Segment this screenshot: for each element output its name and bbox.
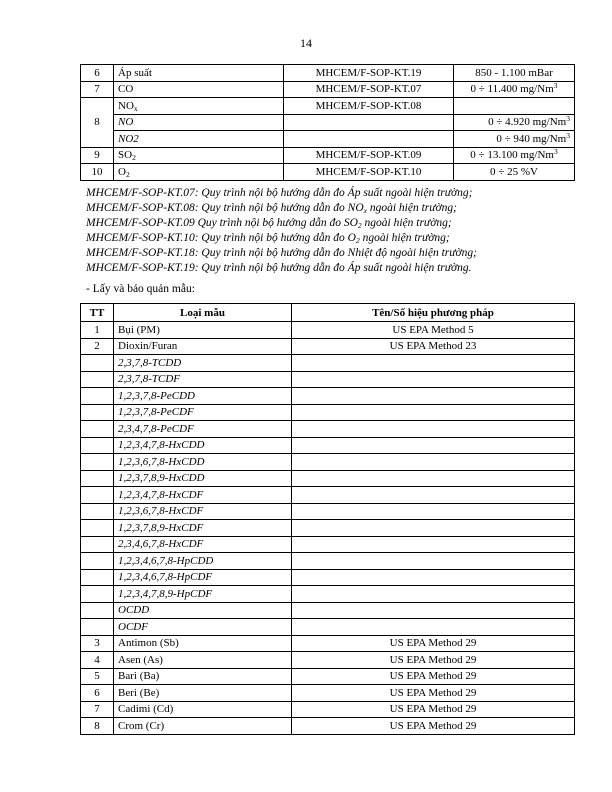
method-name: US EPA Method 23 [292,338,575,355]
measurement-parameters-table [80,64,575,181]
method-name: US EPA Method 29 [292,701,575,718]
sample-type: 1,2,3,7,8,9-HxCDD [114,470,292,487]
parameter-subscript: x [133,103,138,113]
table-row [81,701,575,718]
parameter-subscript: 2 [132,153,136,163]
sample-type: 1,2,3,6,7,8-HxCDF [114,503,292,520]
table-row [81,569,575,586]
row-number: 7 [81,701,114,718]
table-row [81,602,575,619]
sample-type: 2,3,7,8-TCDF [114,371,292,388]
method-notes [86,186,586,276]
sample-type: Asen (As) [114,652,292,669]
sample-type: Cadimi (Cd) [114,701,292,718]
note-text-end: ngoài hiện trường; [366,202,458,214]
table-row [81,164,575,181]
note-text: MHCEM/F-SOP-KT.09 Quy trình nội bộ hướng dẫn đo SO [86,217,358,229]
row-number: 9 [81,147,114,164]
row-number [81,569,114,586]
row-number [81,487,114,504]
parameter-base: O [118,165,126,178]
method-name: US EPA Method 29 [292,635,575,652]
note-text: MHCEM/F-SOP-KT.18: Quy trình nội bộ hướng dẫn đo Nhiệt độ ngoài hiện trường; [86,247,477,259]
row-number: 10 [81,164,114,181]
method-name [292,536,575,553]
row-number [81,371,114,388]
method-code [284,114,454,131]
parameter-name [114,164,284,181]
table-row [81,536,575,553]
range-superscript: 3 [553,147,558,157]
table-row [81,553,575,570]
table-row [81,718,575,735]
row-number: 5 [81,668,114,685]
parameter-name [114,98,284,115]
sample-type: Beri (Be) [114,685,292,702]
parameter-name: NO2 [114,131,284,148]
table-header-row [81,304,575,322]
table-row [81,487,575,504]
range-superscript: 3 [566,130,570,140]
sample-type: 1,2,3,6,7,8-HxCDD [114,454,292,471]
note-line [86,246,586,261]
header-tt: TT [81,304,114,322]
header-method: Tên/Số hiệu phương pháp [292,304,575,322]
table-row [81,355,575,372]
row-number [81,454,114,471]
table-row [81,619,575,636]
sample-type: Dioxin/Furan [114,338,292,355]
parameter-name: CO [114,81,284,98]
row-number: 7 [81,81,114,98]
table-row [81,635,575,652]
method-name [292,569,575,586]
sample-type: 1,2,3,7,8-PeCDD [114,388,292,405]
parameter-base: SO [118,149,133,162]
table-row [81,81,575,98]
table-row [81,338,575,355]
sample-type: 1,2,3,4,7,8,9-HpCDF [114,586,292,603]
table-row [81,322,575,339]
range-value: 0 ÷ 13.100 mg/Nm [470,149,554,162]
note-text: MHCEM/F-SOP-KT.10: Quy trình nội bộ hướng dẫn đo O [86,232,356,244]
measuring-range [454,98,575,115]
measuring-range [454,114,575,131]
row-number: 3 [81,635,114,652]
header-sample-type: Loại mẫu [114,304,292,322]
parameter-name [114,147,284,164]
note-text: MHCEM/F-SOP-KT.07: Quy trình nội bộ hướng dẫn đo Áp suất ngoài hiện trường; [86,187,473,199]
row-number [81,470,114,487]
measuring-range: 0 ÷ 25 %V [454,164,575,181]
method-code [284,131,454,148]
row-number: 4 [81,652,114,669]
note-subscript: 2 [355,236,360,245]
note-line [86,231,586,246]
row-number [81,388,114,405]
method-name: US EPA Method 5 [292,322,575,339]
row-number [81,536,114,553]
note-line [86,186,586,201]
sample-type: Crom (Cr) [114,718,292,735]
row-number: 1 [81,322,114,339]
row-number [81,355,114,372]
table-row [81,421,575,438]
note-line [86,201,586,216]
measuring-range [454,81,575,98]
parameter-base: NO [118,99,134,112]
sample-type: 2,3,4,7,8-PeCDF [114,421,292,438]
row-number: 6 [81,65,114,82]
sample-type: Bụi (PM) [114,322,292,339]
method-name: US EPA Method 29 [292,652,575,669]
method-code: MHCEM/F-SOP-KT.08 [284,98,454,115]
row-number [81,421,114,438]
row-number [81,619,114,636]
parameter-name: NO [114,114,284,131]
range-value: 0 ÷ 940 mg/Nm [496,132,567,145]
method-name [292,421,575,438]
row-number: 2 [81,338,114,355]
parameter-subscript: 2 [125,169,130,179]
row-number [81,602,114,619]
table-row [81,520,575,537]
range-value: 0 ÷ 4.920 mg/Nm [488,116,567,129]
row-number [81,437,114,454]
range-superscript: 3 [553,81,558,91]
sample-type: OCDF [114,619,292,636]
sample-type: Antimon (Sb) [114,635,292,652]
parameter-name: Áp suất [114,65,284,82]
method-code: MHCEM/F-SOP-KT.19 [284,65,454,82]
method-name [292,487,575,504]
table-row [81,404,575,421]
note-text: MHCEM/F-SOP-KT.08: Quy trình nội bộ hướng dẫn đo NO [86,202,364,214]
row-number: 8 [81,718,114,735]
row-number [81,503,114,520]
range-value: 0 ÷ 11.400 mg/Nm [470,83,554,96]
method-name [292,454,575,471]
section-heading: - Lấy và bảo quản mẫu: [86,283,195,295]
sample-type: 2,3,7,8-TCDD [114,355,292,372]
row-number: 6 [81,685,114,702]
measuring-range: 850 - 1.100 mBar [454,65,575,82]
sample-type: OCDD [114,602,292,619]
row-number [81,520,114,537]
table-row [81,114,575,131]
method-name [292,470,575,487]
sample-type: 1,2,3,4,7,8-HxCDF [114,487,292,504]
method-name: US EPA Method 29 [292,685,575,702]
method-name [292,371,575,388]
sample-type: 1,2,3,7,8-PeCDF [114,404,292,421]
note-text-end: ngoài hiện trường; [359,232,450,244]
method-code: MHCEM/F-SOP-KT.07 [284,81,454,98]
row-number: 8 [81,98,114,148]
note-text: MHCEM/F-SOP-KT.19: Quy trình nội bộ hướng dẫn đo Áp suất ngoài hiện trường. [86,262,472,274]
table-row [81,668,575,685]
table-row [81,586,575,603]
table-row [81,470,575,487]
page-number: 14 [300,36,312,50]
note-subscript: x [363,206,367,215]
measuring-range [454,147,575,164]
method-name [292,586,575,603]
method-name [292,619,575,636]
method-name [292,355,575,372]
method-name: US EPA Method 29 [292,718,575,735]
table-row [81,98,575,115]
note-line [86,216,586,231]
table-row [81,371,575,388]
sample-type: 1,2,3,4,6,7,8-HpCDD [114,553,292,570]
method-name [292,404,575,421]
table-row [81,147,575,164]
method-name [292,388,575,405]
row-number [81,553,114,570]
method-name [292,437,575,454]
sample-type: 2,3,4,6,7,8-HxCDF [114,536,292,553]
note-text-end: ngoài hiện trường; [361,217,452,229]
method-name: US EPA Method 29 [292,668,575,685]
table-row [81,685,575,702]
method-name [292,503,575,520]
table-row [81,503,575,520]
sample-type: Bari (Ba) [114,668,292,685]
sample-type: 1,2,3,4,7,8-HxCDD [114,437,292,454]
note-subscript: 2 [357,221,362,230]
method-code: MHCEM/F-SOP-KT.10 [284,164,454,181]
method-name [292,520,575,537]
table-row [81,454,575,471]
table-row [81,131,575,148]
row-number [81,586,114,603]
table-body [81,322,575,735]
sample-type: 1,2,3,7,8,9-HxCDF [114,520,292,537]
row-number [81,404,114,421]
table-row [81,652,575,669]
note-line [86,261,586,276]
table-row [81,437,575,454]
range-superscript: 3 [566,114,570,124]
method-name [292,553,575,570]
sampling-methods-table [80,303,575,735]
table-row [81,388,575,405]
table-row [81,65,575,82]
measuring-range [454,131,575,148]
sample-type: 1,2,3,4,6,7,8-HpCDF [114,569,292,586]
method-code: MHCEM/F-SOP-KT.09 [284,147,454,164]
method-name [292,602,575,619]
